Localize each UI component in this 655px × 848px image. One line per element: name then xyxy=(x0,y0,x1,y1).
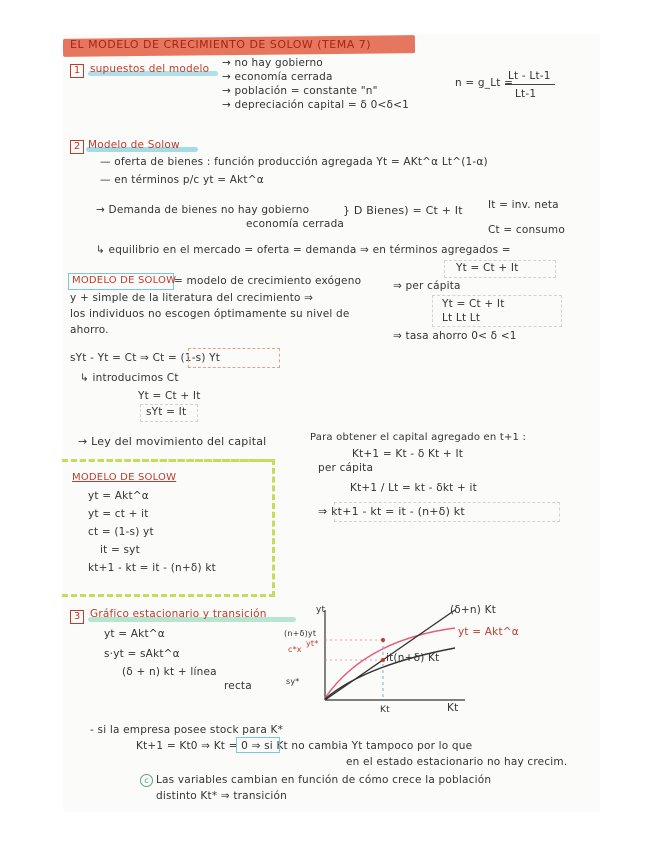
capital-text: Para obtener el capital agregado en t+1 : xyxy=(310,432,527,443)
assumption-4: → depreciación capital = δ 0<δ<1 xyxy=(222,99,409,111)
solow-desc-1: = modelo de crecimiento exógeno xyxy=(174,275,362,287)
graph-c2-label: c*x xyxy=(288,645,302,654)
graph-curve-label: yt = Akt^α xyxy=(458,626,519,638)
graph-line-label: (δ+n) Kt xyxy=(450,604,497,616)
capital-eq: Kt+1 = Kt - δ Kt + It xyxy=(352,448,464,460)
graph-c-label: (n+δ)yt xyxy=(284,629,317,638)
savings-rate: ⇒ tasa ahorro 0< δ <1 xyxy=(393,330,517,342)
pc-eq-bottom: Lt Lt Lt xyxy=(442,312,481,324)
s3-line-4: recta xyxy=(224,680,252,692)
graph-intersection-label: it(n+δ) Kt xyxy=(386,652,440,664)
savings-eq-3: Yt = Ct + It xyxy=(138,390,201,402)
summary-line-1: yt = Akt^α xyxy=(88,490,149,502)
consumption-def: Ct = consumo xyxy=(488,224,565,236)
section-1-number: 1 xyxy=(70,64,84,78)
note-4: Las variables cambian en función de cómo crece la población xyxy=(156,774,492,786)
graph-xaxis-label: Kt xyxy=(447,702,459,714)
per-capita-label: ⇒ per cápita xyxy=(393,280,461,292)
assumption-2: → economía cerrada xyxy=(222,71,333,83)
graph-yaxis-label: yt xyxy=(316,605,326,615)
summary-heading: MODELO DE SOLOW xyxy=(72,472,177,483)
consumption-box xyxy=(188,348,280,368)
note-3: en el estado estacionario no hay crecim. xyxy=(346,756,568,768)
note-2: Kt+1 = Kt0 ⇒ Kt = 0 ⇒ si Kt no cambia Yt tampoco por lo que xyxy=(136,740,473,752)
summary-line-4: it = syt xyxy=(100,544,140,556)
assumption-3: → población = constante "n" xyxy=(222,85,378,97)
pop-growth-lhs: n = g_Lt = xyxy=(455,77,514,89)
savings-eq-4: sYt = It xyxy=(146,406,187,418)
section-1-heading: supuestos del modelo xyxy=(90,63,210,75)
investment-def: It = inv. neta xyxy=(488,199,559,211)
note-1: - si la empresa posee stock para K* xyxy=(90,724,284,736)
supply-line: — oferta de bienes : función producción agregada Yt = AKt^α Lt^(1-α) xyxy=(100,156,488,168)
savings-eq-1: sYt - Yt = Ct ⇒ Ct = (1-s) Yt xyxy=(70,352,221,364)
summary-line-5: kt+1 - kt = it - (n+δ) kt xyxy=(88,562,216,574)
solow-tag: MODELO DE SOLOW xyxy=(72,275,177,286)
section-2-number: 2 xyxy=(70,140,84,154)
fraction-bar xyxy=(505,84,555,85)
closed-economy: economía cerrada xyxy=(246,218,345,230)
solow-desc-2: y + simple de la literatura del crecimiento ⇒ xyxy=(70,292,314,304)
assumption-1: → no hay gobierno xyxy=(222,57,323,69)
demand-line: → Demanda de bienes no hay gobierno xyxy=(96,204,310,216)
solow-desc-3: los individuos no escogen óptimamente su nivel de xyxy=(70,308,350,320)
per-capita-2: per cápita xyxy=(318,462,374,474)
section-3-number: 3 xyxy=(70,610,84,624)
s3-line-2: s·yt = sAkt^α xyxy=(104,648,180,660)
summary-line-2: yt = ct + it xyxy=(88,508,149,520)
agg-equation: Yt = Ct + It xyxy=(456,262,519,274)
savings-eq-2: ↳ introducimos Ct xyxy=(80,372,179,384)
graph-ystar-label: yt* xyxy=(306,639,319,648)
per-capita-line: — en términos p/c yt = Akt^α xyxy=(100,174,264,186)
kt-zero-box xyxy=(236,737,280,753)
pc-fraction: Kt+1 / Lt = kt - δkt + it xyxy=(350,482,477,494)
s3-line-1: yt = Akt^α xyxy=(104,628,165,640)
page-title: EL MODELO DE CRECIMIENTO DE SOLOW (TEMA 7) xyxy=(70,38,372,51)
demand-eq: } D Bienes) = Ct + It xyxy=(343,204,463,217)
section-2-heading: Modelo de Solow xyxy=(88,139,180,151)
investment-point xyxy=(381,658,385,662)
note-bullet-circle: c xyxy=(140,774,153,787)
pc-eq-top: Yt = Ct + It xyxy=(442,298,505,310)
pop-growth-den: Lt-1 xyxy=(515,88,537,100)
s3-line-3: (δ + n) kt + línea xyxy=(122,666,217,678)
solow-desc-4: ahorro. xyxy=(70,324,109,336)
capital-law: → Ley del movimiento del capital xyxy=(78,435,267,448)
equilibrium-line: ↳ equilibrio en el mercado = oferta = demanda ⇒ en términos agregados = xyxy=(96,244,511,256)
final-eq-box xyxy=(334,502,560,522)
pop-growth-num: Lt - Lt-1 xyxy=(508,70,551,82)
graph-sy-label: sy* xyxy=(286,677,300,686)
final-eq: ⇒ kt+1 - kt = it - (n+δ) kt xyxy=(318,505,465,518)
note-5: distinto Kt* ⇒ transición xyxy=(156,790,288,802)
summary-line-3: ct = (1-s) yt xyxy=(88,526,154,538)
section-3-heading: Gráfico estacionario y transición xyxy=(90,608,267,620)
steady-state-point xyxy=(381,638,385,642)
graph-kstar-label: Kt xyxy=(380,705,390,715)
